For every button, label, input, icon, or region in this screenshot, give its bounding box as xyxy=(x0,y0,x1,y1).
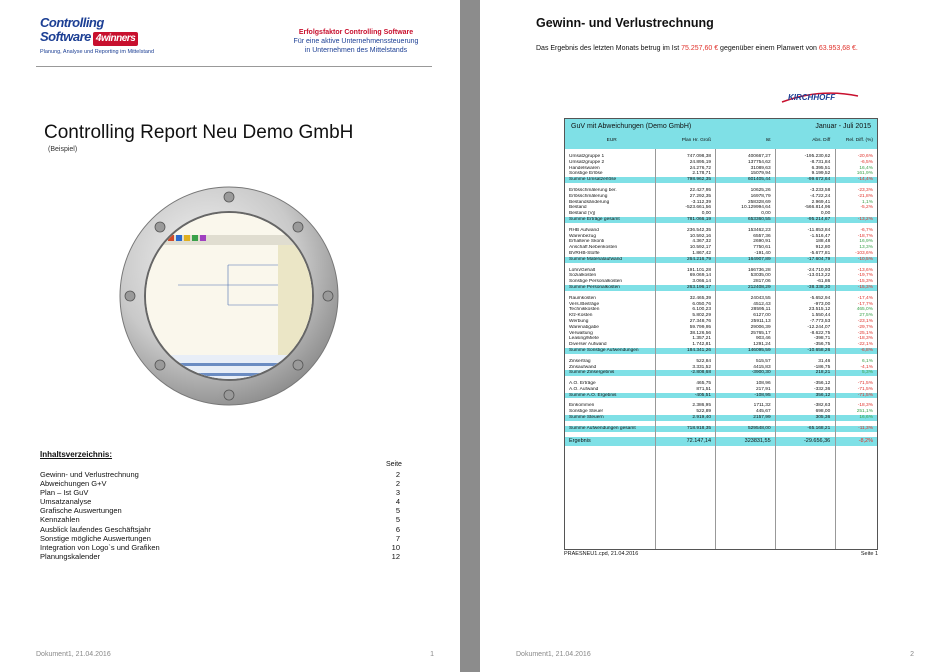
row-label: Sonstige Erlöse xyxy=(569,171,603,177)
row-plan: -405,51 xyxy=(694,392,712,398)
col-ist: Ist xyxy=(765,138,771,143)
row-rel-diff: 16,4% xyxy=(859,165,873,171)
row-abs-diff: 1.550,44 xyxy=(811,313,831,319)
row-label: Technikkosten xyxy=(569,307,600,313)
row-rel-diff: -18,7% xyxy=(857,233,873,239)
row-abs-diff: -398,71 xyxy=(813,336,831,342)
row-plan: -2.808,68 xyxy=(690,370,712,376)
row-label: Verwaltung xyxy=(569,330,593,336)
document-page-1 xyxy=(0,0,460,672)
row-plan: 6.100,23 xyxy=(692,307,712,313)
row-rel-diff: -18,3% xyxy=(857,403,873,409)
table-sum-row xyxy=(565,426,877,432)
row-label: Ergebnis xyxy=(569,437,591,444)
col-abs-diff: Abs. Diff xyxy=(812,138,831,143)
footer-doc-name: Dokument1, 21.04.2016 xyxy=(516,651,591,658)
row-ist: 28595,11 xyxy=(750,307,771,313)
toc-entry-page: 12 xyxy=(391,551,400,561)
row-label: Sonstige Personalkosten xyxy=(569,279,623,285)
row-label: Erlösschmälerung xyxy=(569,193,608,199)
row-plan: 27.348,76 xyxy=(689,318,712,324)
column-headers xyxy=(565,138,877,143)
toc-entry-page: 4 xyxy=(395,497,400,507)
row-abs-diff: 9.199,52 xyxy=(811,171,831,177)
row-label: Summe Personalkosten xyxy=(569,284,620,290)
row-ist: 903,46 xyxy=(755,336,771,342)
row-ist: 1291,24 xyxy=(753,342,771,348)
row-abs-diff: -13.013,22 xyxy=(807,273,831,279)
kirchhoff-logo-text: KIRCHHOFF xyxy=(788,93,836,102)
toc-entry xyxy=(40,470,400,479)
row-plan: 32.465,39 xyxy=(689,295,712,301)
row-ist: 10.129994,64 xyxy=(741,205,771,211)
row-abs-diff: -1.516,47 xyxy=(809,233,831,239)
toc-entry-page: 5 xyxy=(395,506,400,516)
toc-entry-page: 2 xyxy=(395,479,400,489)
row-rel-diff: -13,6% xyxy=(857,267,873,273)
row-plan: 3.331,52 xyxy=(692,364,712,370)
row-label: Warenbezug xyxy=(569,233,597,239)
row-label: Leasing/Miete xyxy=(569,336,599,342)
toc-entry-label: Grafische Auswertungen xyxy=(40,506,122,516)
toc-entry-page: 10 xyxy=(391,542,400,552)
guv-title: Gewinn- und Verlustrechnung xyxy=(536,16,714,30)
toc-heading: Inhaltsverzeichnis: xyxy=(40,450,113,459)
row-rel-diff: -4,1% xyxy=(860,364,873,370)
toc-entry xyxy=(40,543,400,552)
row-rel-diff: -103,6% xyxy=(855,250,873,256)
row-plan: 2.386,95 xyxy=(692,403,712,409)
row-ist: 515,57 xyxy=(755,358,771,364)
table-result-row xyxy=(565,437,877,446)
row-abs-diff: -5.652,94 xyxy=(809,295,831,301)
row-rel-diff: -15,3% xyxy=(857,284,873,290)
row-abs-diff: -566.814,96 xyxy=(804,205,831,211)
table-header xyxy=(565,119,877,149)
row-label: Werbung xyxy=(569,318,589,324)
row-ist: 2157,99 xyxy=(753,415,771,421)
row-ist: 10625,26 xyxy=(750,187,771,193)
row-rel-diff: -29,7% xyxy=(857,324,873,330)
row-rel-diff: -15,3% xyxy=(857,279,873,285)
row-label: Sozialkosten xyxy=(569,273,597,279)
row-ist: 217,91 xyxy=(755,386,771,392)
summary-plan-value: 63.953,68 €. xyxy=(818,45,858,52)
row-ist: 445,67 xyxy=(755,409,771,415)
row-ist: 323831,55 xyxy=(744,437,771,444)
table-sum-row xyxy=(565,177,877,183)
row-label: Summe Materialaufwand xyxy=(569,256,623,262)
row-plan: 522,89 xyxy=(696,409,712,415)
row-label: RHB Aufwand xyxy=(569,227,599,233)
toc-entry-label: Planungskalender xyxy=(40,551,101,561)
row-rel-diff: 16,9% xyxy=(859,239,873,245)
row-label: Handelswaren xyxy=(569,165,600,171)
row-ist: 153462,23 xyxy=(747,227,771,233)
row-abs-diff: -61,86 xyxy=(816,279,831,285)
row-rel-diff: -21,8% xyxy=(857,193,873,199)
toc-entry-label: Plan – Ist GuV xyxy=(40,488,89,498)
row-label: Anschaff.Nebenkosten xyxy=(569,245,618,251)
row-abs-diff: -3.233,58 xyxy=(809,187,831,193)
toc-entry-page: 2 xyxy=(395,470,400,479)
guv-table xyxy=(564,118,878,550)
erfolg-title: Erfolgsfaktor Controlling Software xyxy=(298,29,414,36)
row-label: Summe Umsatzerlöse xyxy=(569,177,617,183)
logo-tagline: Planung, Analyse und Reporting im Mittelstand xyxy=(40,49,155,55)
row-rel-diff: 27,5% xyxy=(859,313,873,319)
footer-doc-name: Dokument1, 21.04.2016 xyxy=(36,651,111,658)
table-title: GuV mit Abweichungen (Demo GmbH) xyxy=(571,123,692,130)
row-plan: 2.919,40 xyxy=(692,415,712,421)
row-abs-diff: -17.604,79 xyxy=(807,256,831,262)
row-rel-diff: -6,5% xyxy=(860,159,873,165)
toc-entry-label: Abweichungen G+V xyxy=(40,479,107,489)
report-title: Controlling Report Neu Demo GmbH xyxy=(44,122,354,143)
row-rel-diff: 465,0% xyxy=(856,307,873,313)
erfolg-box xyxy=(276,28,436,55)
row-ist: 258328,69 xyxy=(747,199,771,205)
toc-entry-label: Ausblick laufendes Geschäftsjahr xyxy=(40,524,151,534)
toc-entry xyxy=(40,534,400,543)
row-abs-diff: -7.773,53 xyxy=(809,318,831,324)
footer-page-number: 1 xyxy=(430,651,434,658)
row-rel-diff: -20,6% xyxy=(857,154,873,159)
toc-entry-label: Integration von Logo`s und Grafiken xyxy=(40,542,160,552)
row-plan: 10.592,16 xyxy=(689,233,712,239)
row-rel-diff: 13,3% xyxy=(859,245,873,251)
row-ist: 164907,89 xyxy=(747,256,771,262)
footer-page-number: 2 xyxy=(910,651,914,658)
row-ist: 25765,17 xyxy=(750,330,771,336)
row-plan: 5.802,29 xyxy=(692,313,712,319)
row-ist: 6127,00 xyxy=(753,313,771,319)
row-label: Summe Aufwendungen gesamt xyxy=(569,425,636,431)
row-plan: 1.867,42 xyxy=(692,250,712,256)
row-label: Diverser Aufwand xyxy=(569,342,607,348)
row-label: Lohn/Gehalt xyxy=(569,267,596,273)
row-plan: 264.216,79 xyxy=(687,256,712,262)
table-footer xyxy=(564,551,878,557)
row-ist: 29006,39 xyxy=(750,324,771,330)
row-rel-diff: -17,4% xyxy=(857,295,873,301)
logo-badge: 4winners xyxy=(93,32,138,46)
row-rel-diff: -6,8% xyxy=(860,347,873,353)
row-plan: 3.066,14 xyxy=(692,279,712,285)
row-ist: 7750,61 xyxy=(753,245,771,251)
row-label: Zinsertrag xyxy=(569,358,591,364)
row-ist: 212408,29 xyxy=(747,284,771,290)
row-label: Bestand (Vj) xyxy=(569,211,596,217)
erfolg-line-3: in Unternehmen des Mittelstands xyxy=(304,47,408,54)
row-abs-diff: -10.658,26 xyxy=(807,347,831,353)
row-plan: 6.050,76 xyxy=(692,301,712,307)
row-label: Vers./Beiträge xyxy=(569,301,600,307)
row-plan: 72.147,14 xyxy=(686,437,712,444)
row-rel-diff: -23,1% xyxy=(857,318,873,324)
row-label: Raumkosten xyxy=(569,295,596,301)
row-plan: -3.112,39 xyxy=(691,199,712,205)
row-abs-diff: -12.244,07 xyxy=(807,324,831,330)
row-abs-diff: -973,00 xyxy=(813,301,831,307)
toc-entry xyxy=(40,497,400,506)
table-period: Januar - Juli 2015 xyxy=(815,123,871,130)
toc-entry-label: Gewinn- und Verlustrechnung xyxy=(40,470,139,479)
row-ist: 653360,55 xyxy=(747,216,771,222)
row-rel-diff: -13,2% xyxy=(857,216,873,222)
row-plan: 24.895,19 xyxy=(689,159,712,165)
row-plan: 184.341,26 xyxy=(687,347,712,353)
toc-entry xyxy=(40,525,400,534)
table-sum-row xyxy=(565,217,877,223)
summary-actual-value: 75.257,60 € xyxy=(681,45,719,52)
row-label: Umsatzgruppe 1 xyxy=(569,154,605,159)
row-plan: 38.126,56 xyxy=(689,330,712,336)
row-ist: 4512,43 xyxy=(753,301,771,307)
row-ist: 2690,91 xyxy=(753,239,771,245)
row-abs-diff: -4.722,24 xyxy=(809,193,831,199)
row-plan: 22.427,95 xyxy=(689,187,712,193)
row-plan: 27.292,35 xyxy=(689,193,712,199)
toc-entry-page: 3 xyxy=(395,488,400,498)
toc-entry xyxy=(40,506,400,515)
row-rel-diff: -19,7% xyxy=(857,273,873,279)
table-sum-row xyxy=(565,285,877,291)
toc-entry xyxy=(40,488,400,497)
row-ist: 16978,79 xyxy=(750,193,771,199)
guv-summary-text xyxy=(536,44,906,54)
row-abs-diff: -38.338,30 xyxy=(807,284,831,290)
row-abs-diff: 698,00 xyxy=(815,409,831,415)
row-label: Erhaltene Skonti xyxy=(569,239,605,245)
row-abs-diff: -5.677,81 xyxy=(809,250,831,256)
row-rel-diff: -5,2% xyxy=(860,205,873,211)
row-abs-diff: -356,75 xyxy=(813,342,831,348)
toc-entry-label: Umsatzanalyse xyxy=(40,497,92,507)
row-rel-diff: -71,5% xyxy=(857,386,873,392)
row-abs-diff: 31,46 xyxy=(818,358,831,364)
row-ist: 400667,27 xyxy=(747,154,771,159)
toc-entry-label: Sonstige mögliche Auswertungen xyxy=(40,533,151,543)
row-ist: 53035,00 xyxy=(750,273,771,279)
row-abs-diff: 356,12 xyxy=(815,392,831,398)
row-abs-diff: -65.168,21 xyxy=(807,425,831,431)
row-plan: 10.592,17 xyxy=(689,245,712,251)
table-of-contents xyxy=(40,470,400,561)
col-eur: EUR xyxy=(606,138,617,143)
row-ist: 108,96 xyxy=(755,381,771,387)
row-label: A.O. Aufwand xyxy=(569,386,599,392)
toc-entry xyxy=(40,552,400,561)
row-rel-diff: -10,5% xyxy=(857,256,873,262)
erfolg-line-2: Für eine aktive Unternehmenssteuerung xyxy=(293,38,419,45)
row-plan: 718.918,35 xyxy=(687,425,712,431)
summary-part-b: gegenüber einem Planwert von xyxy=(718,45,819,52)
row-label: Kfz-Kosten xyxy=(569,313,593,319)
toc-page-label: Seite xyxy=(386,461,402,468)
row-plan: 871,51 xyxy=(696,386,712,392)
table-footer-file: PRAESNEU1.cpd, 21.04.2016 xyxy=(564,551,639,557)
row-plan: 1.357,21 xyxy=(692,336,712,342)
row-label: Bestandsänderung xyxy=(569,199,610,205)
row-ist: 4415,83 xyxy=(753,364,771,370)
kirchhoff-logo xyxy=(780,86,860,108)
report-subtitle: (Beispiel) xyxy=(48,146,78,153)
row-abs-diff: 912,80 xyxy=(815,245,831,251)
header-divider xyxy=(36,66,432,67)
toc-entry xyxy=(40,515,400,524)
col-plan: Plan Hr. Groß xyxy=(681,138,712,143)
table-sum-row xyxy=(565,393,877,399)
row-rel-diff: -71,5% xyxy=(857,381,873,387)
row-rel-diff: -25,1% xyxy=(857,330,873,336)
row-rel-diff: -6,7% xyxy=(860,227,873,233)
table-sum-row xyxy=(565,348,877,354)
row-plan: 24.276,72 xyxy=(689,165,712,171)
row-label: Bestand xyxy=(569,205,587,211)
row-ist: 31089,63 xyxy=(750,165,771,171)
row-abs-diff: -195.230,62 xyxy=(804,154,831,159)
row-rel-diff: 1,1% xyxy=(862,199,873,205)
toc-entry-page: 6 xyxy=(395,524,400,534)
row-plan: 4.367,32 xyxy=(692,239,712,245)
row-abs-diff: -356,12 xyxy=(813,381,831,387)
table-body xyxy=(565,149,877,446)
row-ist: 25911,13 xyxy=(750,318,771,324)
row-plan: 2.178,71 xyxy=(692,171,712,177)
row-ist: 24043,55 xyxy=(750,295,771,301)
row-label: Erlösschmälerung ber. xyxy=(569,187,617,193)
row-ist: 2817,06 xyxy=(753,279,771,285)
row-label: Warenabgabe xyxy=(569,324,599,330)
row-abs-diff: -95.214,67 xyxy=(807,216,831,222)
row-abs-diff: 0,00 xyxy=(820,211,831,217)
row-plan: 69.069,14 xyxy=(689,273,712,279)
row-label: BVRHB-Stoffe xyxy=(569,250,600,256)
row-abs-diff: -382,63 xyxy=(813,403,831,409)
row-rel-diff: 6,1% xyxy=(862,358,873,364)
row-abs-diff: -8.731,84 xyxy=(809,159,831,165)
table-sum-row xyxy=(565,370,877,376)
row-ist: 137754,62 xyxy=(747,159,771,165)
document-page-2 xyxy=(480,0,940,672)
row-plan: 0,00 xyxy=(701,211,712,217)
row-abs-diff: 218,21 xyxy=(815,370,831,376)
toc-entry-label: Kennzahlen xyxy=(40,515,80,525)
row-rel-diff: -8,2% xyxy=(858,437,873,444)
row-label: Summe Erträge gesamt xyxy=(569,216,620,222)
row-ist: 1711,32 xyxy=(753,403,771,409)
row-abs-diff: -332,36 xyxy=(813,386,831,392)
row-ist: 601405,44 xyxy=(747,177,771,183)
row-label: Summe A.O. Ergebnis xyxy=(569,392,617,398)
row-abs-diff: 305,36 xyxy=(815,415,831,421)
row-label: Einkommen xyxy=(569,403,595,409)
logo-line-1: Controlling xyxy=(40,15,104,30)
row-plan: 522,84 xyxy=(696,358,712,364)
page-footer-2 xyxy=(516,651,914,658)
row-ist: 0,00 xyxy=(761,211,771,217)
row-label: Summe Zinsergebnis xyxy=(569,370,615,376)
row-label: A.O. Erträge xyxy=(569,381,596,387)
toc-entry-page: 5 xyxy=(395,515,400,525)
row-rel-diff: -71,5% xyxy=(857,392,873,398)
row-rel-diff: -17,7% xyxy=(857,301,873,307)
row-plan: 465,75 xyxy=(696,381,712,387)
row-abs-diff: -29.656,36 xyxy=(803,437,831,444)
row-label: Summe Sonstige Aufwendungen xyxy=(569,347,639,353)
row-ist: -108,95 xyxy=(754,392,771,398)
row-rel-diff: -14,4% xyxy=(857,177,873,183)
row-abs-diff: -186,75 xyxy=(813,364,831,370)
toc-entry-page: 7 xyxy=(395,533,400,543)
row-rel-diff: -22,1% xyxy=(857,342,873,348)
row-abs-diff: -99.672,64 xyxy=(807,177,831,183)
row-plan: 191.101,28 xyxy=(687,267,712,273)
row-rel-diff: 161,9% xyxy=(856,171,873,177)
row-plan: 59.799,95 xyxy=(689,324,712,330)
row-ist: -191,40 xyxy=(754,250,771,256)
row-abs-diff: 23.515,12 xyxy=(808,307,831,313)
table-sum-row xyxy=(565,257,877,263)
logo-line-2: Software xyxy=(40,29,91,44)
row-label: Umsatzgruppe 2 xyxy=(569,159,605,165)
row-abs-diff: -24.710,93 xyxy=(807,267,831,273)
row-abs-diff: 2.969,41 xyxy=(811,199,831,205)
row-plan: 236.542,35 xyxy=(687,227,712,233)
summary-part-a: Das Ergebnis des letzten Monats betrug im Ist xyxy=(536,45,682,52)
row-rel-diff: -11,3% xyxy=(858,425,873,431)
row-plan: -523.661,56 xyxy=(685,205,712,211)
row-label: Zinsaufwand xyxy=(569,364,597,370)
col-rel-diff: Rel. Diff. (%) xyxy=(845,138,873,143)
table-footer-page: Seite 1 xyxy=(860,551,878,557)
row-plan: 1.742,81 xyxy=(692,342,712,348)
row-ist: -3900,30 xyxy=(751,370,771,376)
row-rel-diff: 5,3% xyxy=(862,370,873,376)
page-footer-1 xyxy=(36,651,434,658)
row-abs-diff: -11.853,84 xyxy=(807,227,831,233)
toc-entry xyxy=(40,479,400,488)
row-rel-diff: -23,3% xyxy=(857,187,873,193)
row-abs-diff: 188,48 xyxy=(815,239,831,245)
row-label: Sonstige Steuer xyxy=(569,409,604,415)
row-abs-diff: -8.622,75 xyxy=(809,330,831,336)
row-plan: 798.962,35 xyxy=(687,177,712,183)
row-plan: 747.098,38 xyxy=(687,154,712,159)
row-label: Summe Steuern xyxy=(569,415,604,421)
row-ist: 529548,00 xyxy=(747,425,771,431)
row-plan: 263.196,17 xyxy=(687,284,712,290)
porthole-image xyxy=(118,185,340,407)
row-ist: 6557,36 xyxy=(753,233,771,239)
controlling-software-logo xyxy=(40,16,160,62)
row-rel-diff: 251,1% xyxy=(856,409,873,415)
row-ist: 166736,28 xyxy=(747,267,771,273)
table-sum-row xyxy=(565,415,877,421)
row-rel-diff: -18,3% xyxy=(857,336,873,342)
row-ist: 146095,59 xyxy=(747,347,771,353)
row-plan: 781.066,19 xyxy=(687,216,712,222)
row-ist: 15079,94 xyxy=(750,171,771,177)
row-rel-diff: 16,6% xyxy=(859,415,873,421)
row-abs-diff: 6.395,51 xyxy=(811,165,831,171)
